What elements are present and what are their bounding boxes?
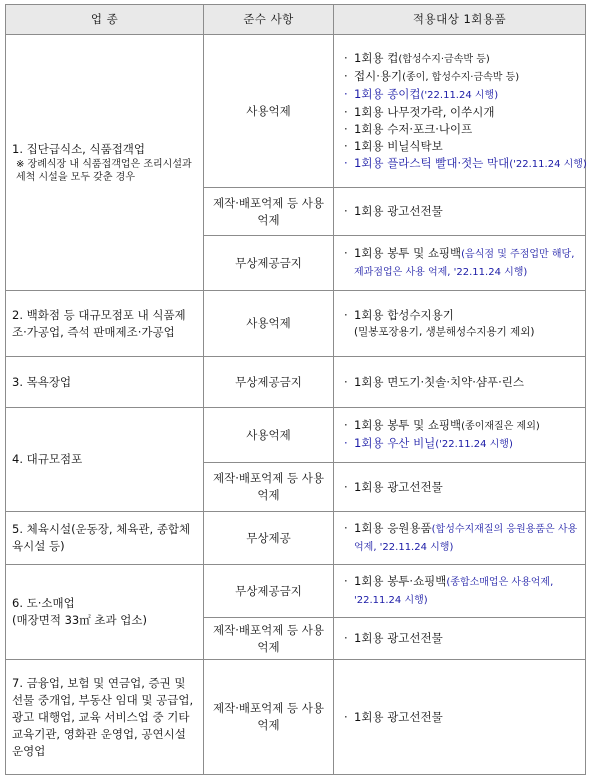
items-cell: [334, 291, 586, 357]
rule-cell: 무상제공금지: [204, 357, 334, 408]
items-cell: [334, 35, 586, 188]
table-row: [6, 357, 586, 408]
list-item: · 1회용 광고선전물: [344, 203, 579, 220]
list-item: · 1회용 컵(합성수지·금속박 등): [344, 50, 579, 68]
header-rule: 준수 사항: [204, 5, 334, 35]
table-row: [6, 291, 586, 357]
list-item: · 1회용 수저·포크·나이프: [344, 121, 579, 138]
business-cell: [6, 565, 204, 660]
business-cell: [6, 35, 204, 291]
items-cell: [334, 618, 586, 660]
business-scope: (매장면적 33㎡ 초과 업소): [12, 613, 147, 627]
items-cell: [334, 188, 586, 236]
items-cell: [334, 236, 586, 291]
table-row: [6, 565, 586, 618]
list-item: · 1회용 나무젓가락, 이쑤시개: [344, 104, 579, 121]
business-note: ※ 장례식장 내 식품접객업은 조리시설과 세척 시설을 모두 갖춘 경우: [16, 159, 192, 183]
rule-cell: 제작·배포억제 등 사용억제: [204, 618, 334, 660]
items-cell: [334, 357, 586, 408]
business-cell: 2. 백화점 등 대규모점포 내 식품제조·가공업, 즉석 판매제조·가공업: [6, 291, 204, 357]
items-cell: [334, 408, 586, 463]
list-item: · 1회용 광고선전물: [344, 709, 579, 726]
table-row: [6, 512, 586, 565]
regulation-table: [5, 4, 586, 775]
list-item: · 1회용 합성수지용기: [344, 307, 579, 324]
list-item: · 접시·용기(종이, 합성수지·금속박 등): [344, 68, 579, 86]
rule-cell: 제작·배포억제 등 사용억제: [204, 188, 334, 236]
table-row: [6, 660, 586, 775]
table-row: [6, 35, 586, 188]
items-cell: [334, 463, 586, 512]
header-row: [6, 5, 586, 35]
list-item: · 1회용 봉투 및 쇼핑백(음식점 및 주점업만 해당, 제과점업은 사용 억제, '22.11.24 시행): [344, 245, 579, 281]
header-items: 적용대상 1회용품: [334, 5, 586, 35]
list-item: · 1회용 봉투·쇼핑백(종합소매업은 사용억제, '22.11.24 시행): [344, 573, 579, 609]
list-item: · 1회용 우산 비닐('22.11.24 시행): [344, 435, 579, 453]
business-name: 6. 도·소매업: [12, 596, 75, 610]
list-item: · 1회용 플라스틱 빨대·젓는 막대('22.11.24 시행): [344, 155, 579, 173]
list-item: · 1회용 광고선전물: [344, 479, 579, 496]
items-cell: [334, 565, 586, 618]
rule-cell: 사용억제: [204, 291, 334, 357]
rule-cell: 무상제공: [204, 512, 334, 565]
rule-cell: 사용억제: [204, 35, 334, 188]
list-item: · 1회용 종이컵('22.11.24 시행): [344, 86, 579, 104]
items-cell: [334, 512, 586, 565]
business-cell: 7. 금융업, 보험 및 연금업, 증권 및 선물 중개업, 부동산 임대 및 공급업, 광고 대행업, 교육 서비스업 중 기타 교육기관, 영화관 운영업, 공연시설 운영업: [6, 660, 204, 775]
rule-cell: 무상제공금지: [204, 236, 334, 291]
business-cell: 4. 대규모점포: [6, 408, 204, 512]
list-item: · 1회용 비닐식탁보: [344, 138, 579, 155]
rule-cell: 제작·배포억제 등 사용억제: [204, 463, 334, 512]
business-cell: 5. 체육시설(운동장, 체육관, 종합체육시설 등): [6, 512, 204, 565]
rule-cell: 제작·배포억제 등 사용억제: [204, 660, 334, 775]
header-business: 업 종: [6, 5, 204, 35]
rule-cell: 사용억제: [204, 408, 334, 463]
rule-cell: 무상제공금지: [204, 565, 334, 618]
list-item: · 1회용 광고선전물: [344, 630, 579, 647]
business-name: 1. 집단급식소, 식품접객업: [12, 142, 146, 156]
items-cell: [334, 660, 586, 775]
table-row: [6, 408, 586, 463]
business-cell: 3. 목욕장업: [6, 357, 204, 408]
list-item: · 1회용 봉투 및 쇼핑백(종이재질은 제외): [344, 417, 579, 435]
list-item: · 1회용 면도기·칫솔·치약·샴푸·린스: [344, 374, 579, 391]
items-subnote: (밀봉포장용기, 생분해성수지용기 제외): [354, 325, 535, 338]
list-item: · 1회용 응원용품(합성수지재질의 응원용품은 사용억제, '22.11.24 시행): [344, 520, 579, 556]
